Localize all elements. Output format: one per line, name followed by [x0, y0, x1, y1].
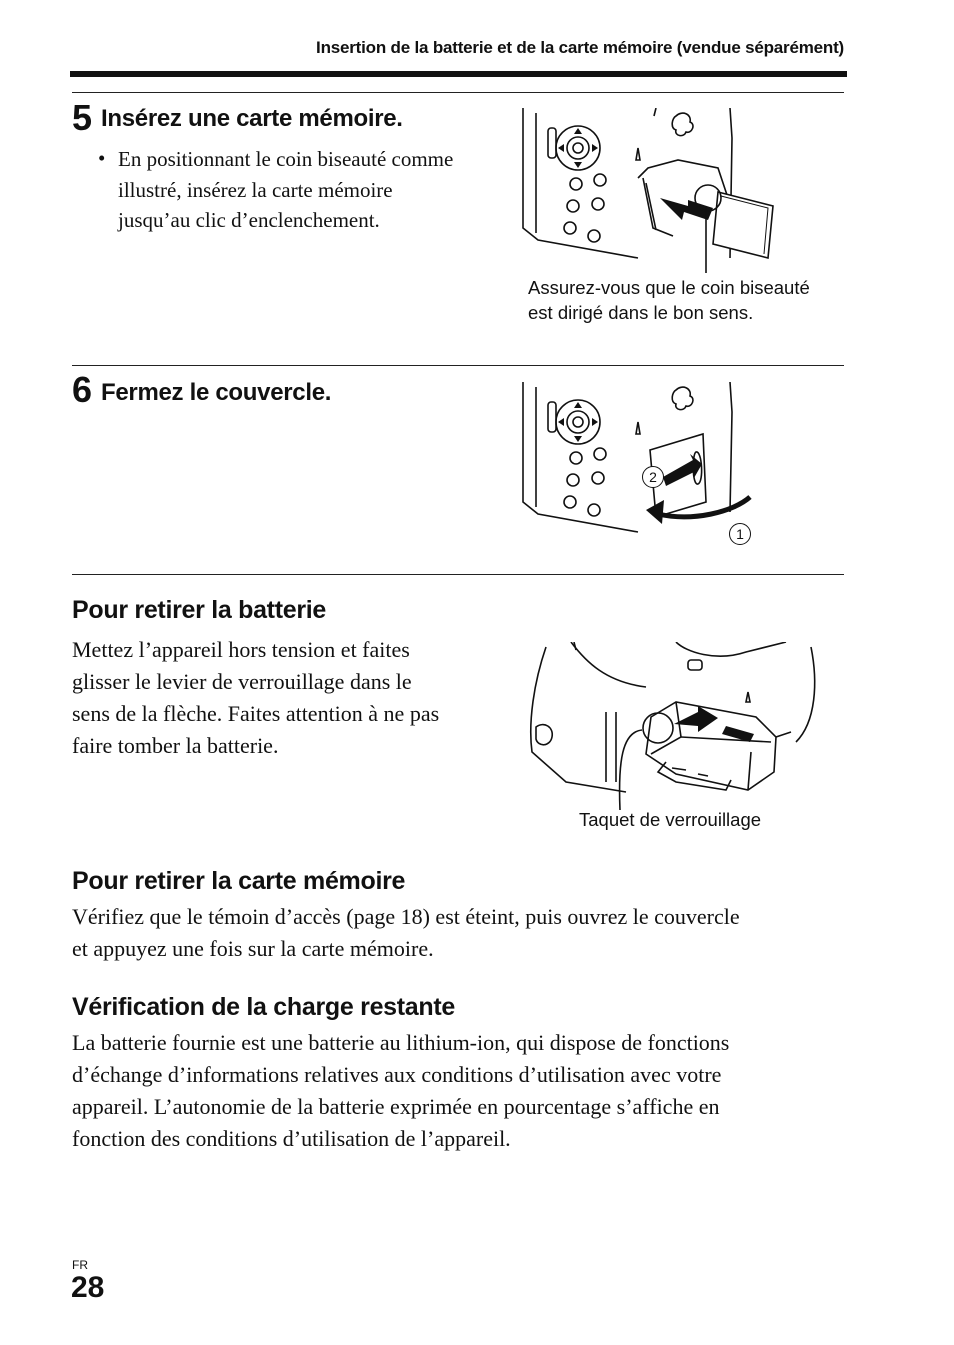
step-5-instructions — [118, 144, 508, 236]
divider — [72, 365, 844, 366]
text-line: glisser le levier de verrouillage dans le — [72, 669, 412, 694]
step-5-title: Insérez une carte mémoire. — [101, 105, 403, 132]
charge-heading: Vérification de la charge restante — [72, 993, 456, 1021]
step-6-number: 6 — [72, 369, 93, 410]
text-line: Vérifiez que le témoin d’accès (page 18) est éteint, puis ouvrez le couvercle — [72, 904, 740, 929]
remove-card-heading: Pour retirer la carte mémoire — [72, 867, 406, 895]
page-number: 28 — [71, 1271, 105, 1304]
step-5-number: 5 — [72, 97, 93, 138]
callout-2: 2 — [642, 466, 664, 488]
text-line: fonction des conditions d’utilisation de l’appareil. — [72, 1126, 511, 1151]
header-rule — [70, 71, 847, 77]
running-header: Insertion de la batterie et de la carte mémoire (vendue séparément) — [316, 38, 844, 57]
divider — [72, 574, 844, 575]
charge-text — [72, 1027, 862, 1155]
remove-battery-text — [72, 634, 512, 762]
text-line: En positionnant le coin biseauté comme — [118, 147, 454, 171]
divider — [72, 92, 844, 93]
text-line: faire tomber la batterie. — [72, 733, 279, 758]
text-line: La batterie fournie est une batterie au lithium-ion, qui dispose de fonctions — [72, 1030, 730, 1055]
close-cover-illustration — [518, 382, 758, 547]
text-line: sens de la flèche. Faites attention à ne pas — [72, 701, 440, 726]
remove-card-text — [72, 901, 862, 965]
callout-1: 1 — [729, 523, 751, 545]
text-line: appareil. L’autonomie de la batterie exprimée en pourcentage s’affiche en — [72, 1094, 720, 1119]
remove-battery-heading: Pour retirer la batterie — [72, 596, 327, 624]
remove-battery-illustration — [526, 642, 821, 812]
language-code: FR — [72, 1258, 88, 1272]
text-line: jusqu’au clic d’enclenchement. — [118, 208, 380, 232]
text-line: illustré, insérez la carte mémoire — [118, 177, 393, 202]
text-line: et appuyez une fois sur la carte mémoire. — [72, 936, 434, 961]
step-6-title: Fermez le couvercle. — [101, 379, 332, 406]
insert-card-illustration — [518, 108, 788, 273]
caption-line: Assurez-vous que le coin biseauté — [528, 277, 810, 298]
text-line: Mettez l’appareil hors tension et faites — [72, 637, 410, 662]
text-line: d’échange d’informations relatives aux conditions d’utilisation avec votre — [72, 1062, 722, 1087]
card-orientation-caption — [528, 276, 810, 325]
lock-lever-caption: Taquet de verrouillage — [579, 809, 762, 830]
bullet-marker: • — [98, 146, 106, 170]
caption-line: est dirigé dans le bon sens. — [528, 301, 754, 323]
